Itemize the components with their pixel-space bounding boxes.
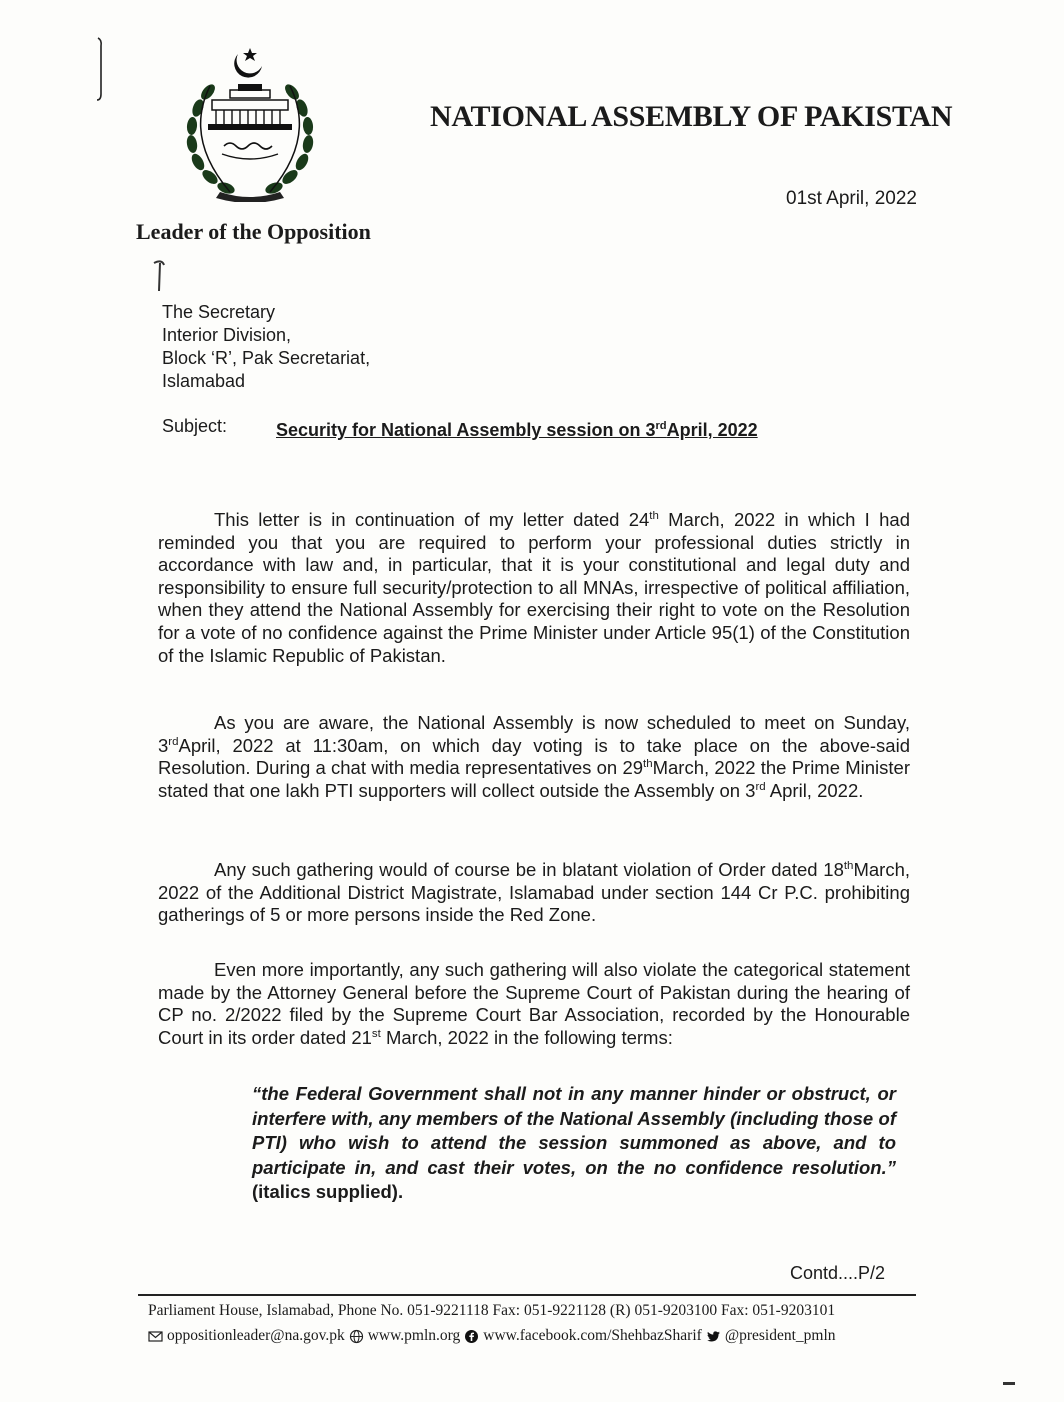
footer-facebook[interactable]: www.facebook.com/ShehbazSharif xyxy=(483,1327,702,1344)
envelope-icon xyxy=(148,1329,163,1344)
national-assembly-crest-icon xyxy=(180,42,320,202)
subject-label: Subject: xyxy=(162,416,228,436)
scan-edge-mark-bottom xyxy=(1003,1382,1015,1385)
organization-title: NATIONAL ASSEMBLY OF PAKISTAN xyxy=(430,100,953,133)
footer-address: Parliament House, Islamabad, Phone No. 051-9221118 Fax: 051-9221128 (R) 051-9203100 Fax: 051-9203101 xyxy=(148,1302,836,1319)
quote-suffix: (italics supplied). xyxy=(252,1181,404,1202)
addressee-block xyxy=(162,301,370,393)
body-paragraph-1: This letter is in continuation of my letter dated 24th March, 2022 in which I had reminded you that you are required to perform your professional duties strictly in accordance with law and, in particular, that it is your constitutional and legal duty and responsibility to ensure full security/protection to all MNAs, irrespective of political affiliation, when they attend the National Assembly for exercising their right to vote on the Resolution for a vote of no confidence against the Prime Minister under Article 95(1) of the Constitution of the Islamic Republic of Pakistan. xyxy=(158,509,910,666)
footer-divider xyxy=(138,1294,916,1296)
body-paragraph-4: Even more importantly, any such gathering will also violate the categorical statement made by the Attorney General before the Supreme Court of Pakistan during the hearing of CP no. 2/2022 filed by the Supreme Court Bar Association, recorded by the Honourable Court in its order dated 21st March, 2022 in the following terms: xyxy=(158,959,910,1048)
body-paragraph-2: As you are aware, the National Assembly is now scheduled to meet on Sunday, 3rdApril, 2022 at 11:30am, on which day voting is to take place on the above-said Resolution. During a chat with media representatives on 29thMarch, 2022 the Prime Minister stated that one lakh PTI supporters will collect outside the Assembly on 3rd April, 2022. xyxy=(158,712,910,801)
scan-edge-mark xyxy=(96,36,104,102)
office-title: Leader of the Opposition xyxy=(136,219,371,244)
initial-mark xyxy=(150,257,168,293)
twitter-icon xyxy=(706,1329,721,1344)
footer-contacts xyxy=(148,1327,836,1345)
footer-twitter[interactable]: @president_pmln xyxy=(724,1327,836,1344)
subject-text: Security for National Assembly session on 3rdApril, 2022 xyxy=(276,420,758,440)
block-quote xyxy=(252,1082,896,1205)
quote-text: “the Federal Government shall not in any manner hinder or obstruct, or interfere with, any members of the National Assembly (including those of PTI) who wish to attend the session summoned as above, and to participate in, and cast their votes, on the no confidence resolution.” xyxy=(252,1083,896,1178)
footer-email[interactable]: oppositionleader@na.gov.pk xyxy=(167,1327,345,1344)
letter-date: 01st April, 2022 xyxy=(786,188,917,209)
footer-website[interactable]: www.pmln.org xyxy=(367,1327,461,1344)
continued-marker: Contd....P/2 xyxy=(790,1263,886,1283)
addressee-line: Islamabad xyxy=(162,371,246,391)
body-paragraph-3: Any such gathering would of course be in blatant violation of Order dated 18thMarch, 2022 of the Additional District Magistrate, Islamabad under section 144 Cr P.C. prohibiting gatherings of 5 or more persons inside the Red Zone. xyxy=(158,859,910,926)
addressee-line: Interior Division, xyxy=(162,325,292,345)
addressee-line: Block ‘R’, Pak Secretariat, xyxy=(162,348,371,368)
addressee-line: The Secretary xyxy=(162,302,276,322)
facebook-icon xyxy=(464,1329,479,1344)
globe-icon xyxy=(349,1329,364,1344)
